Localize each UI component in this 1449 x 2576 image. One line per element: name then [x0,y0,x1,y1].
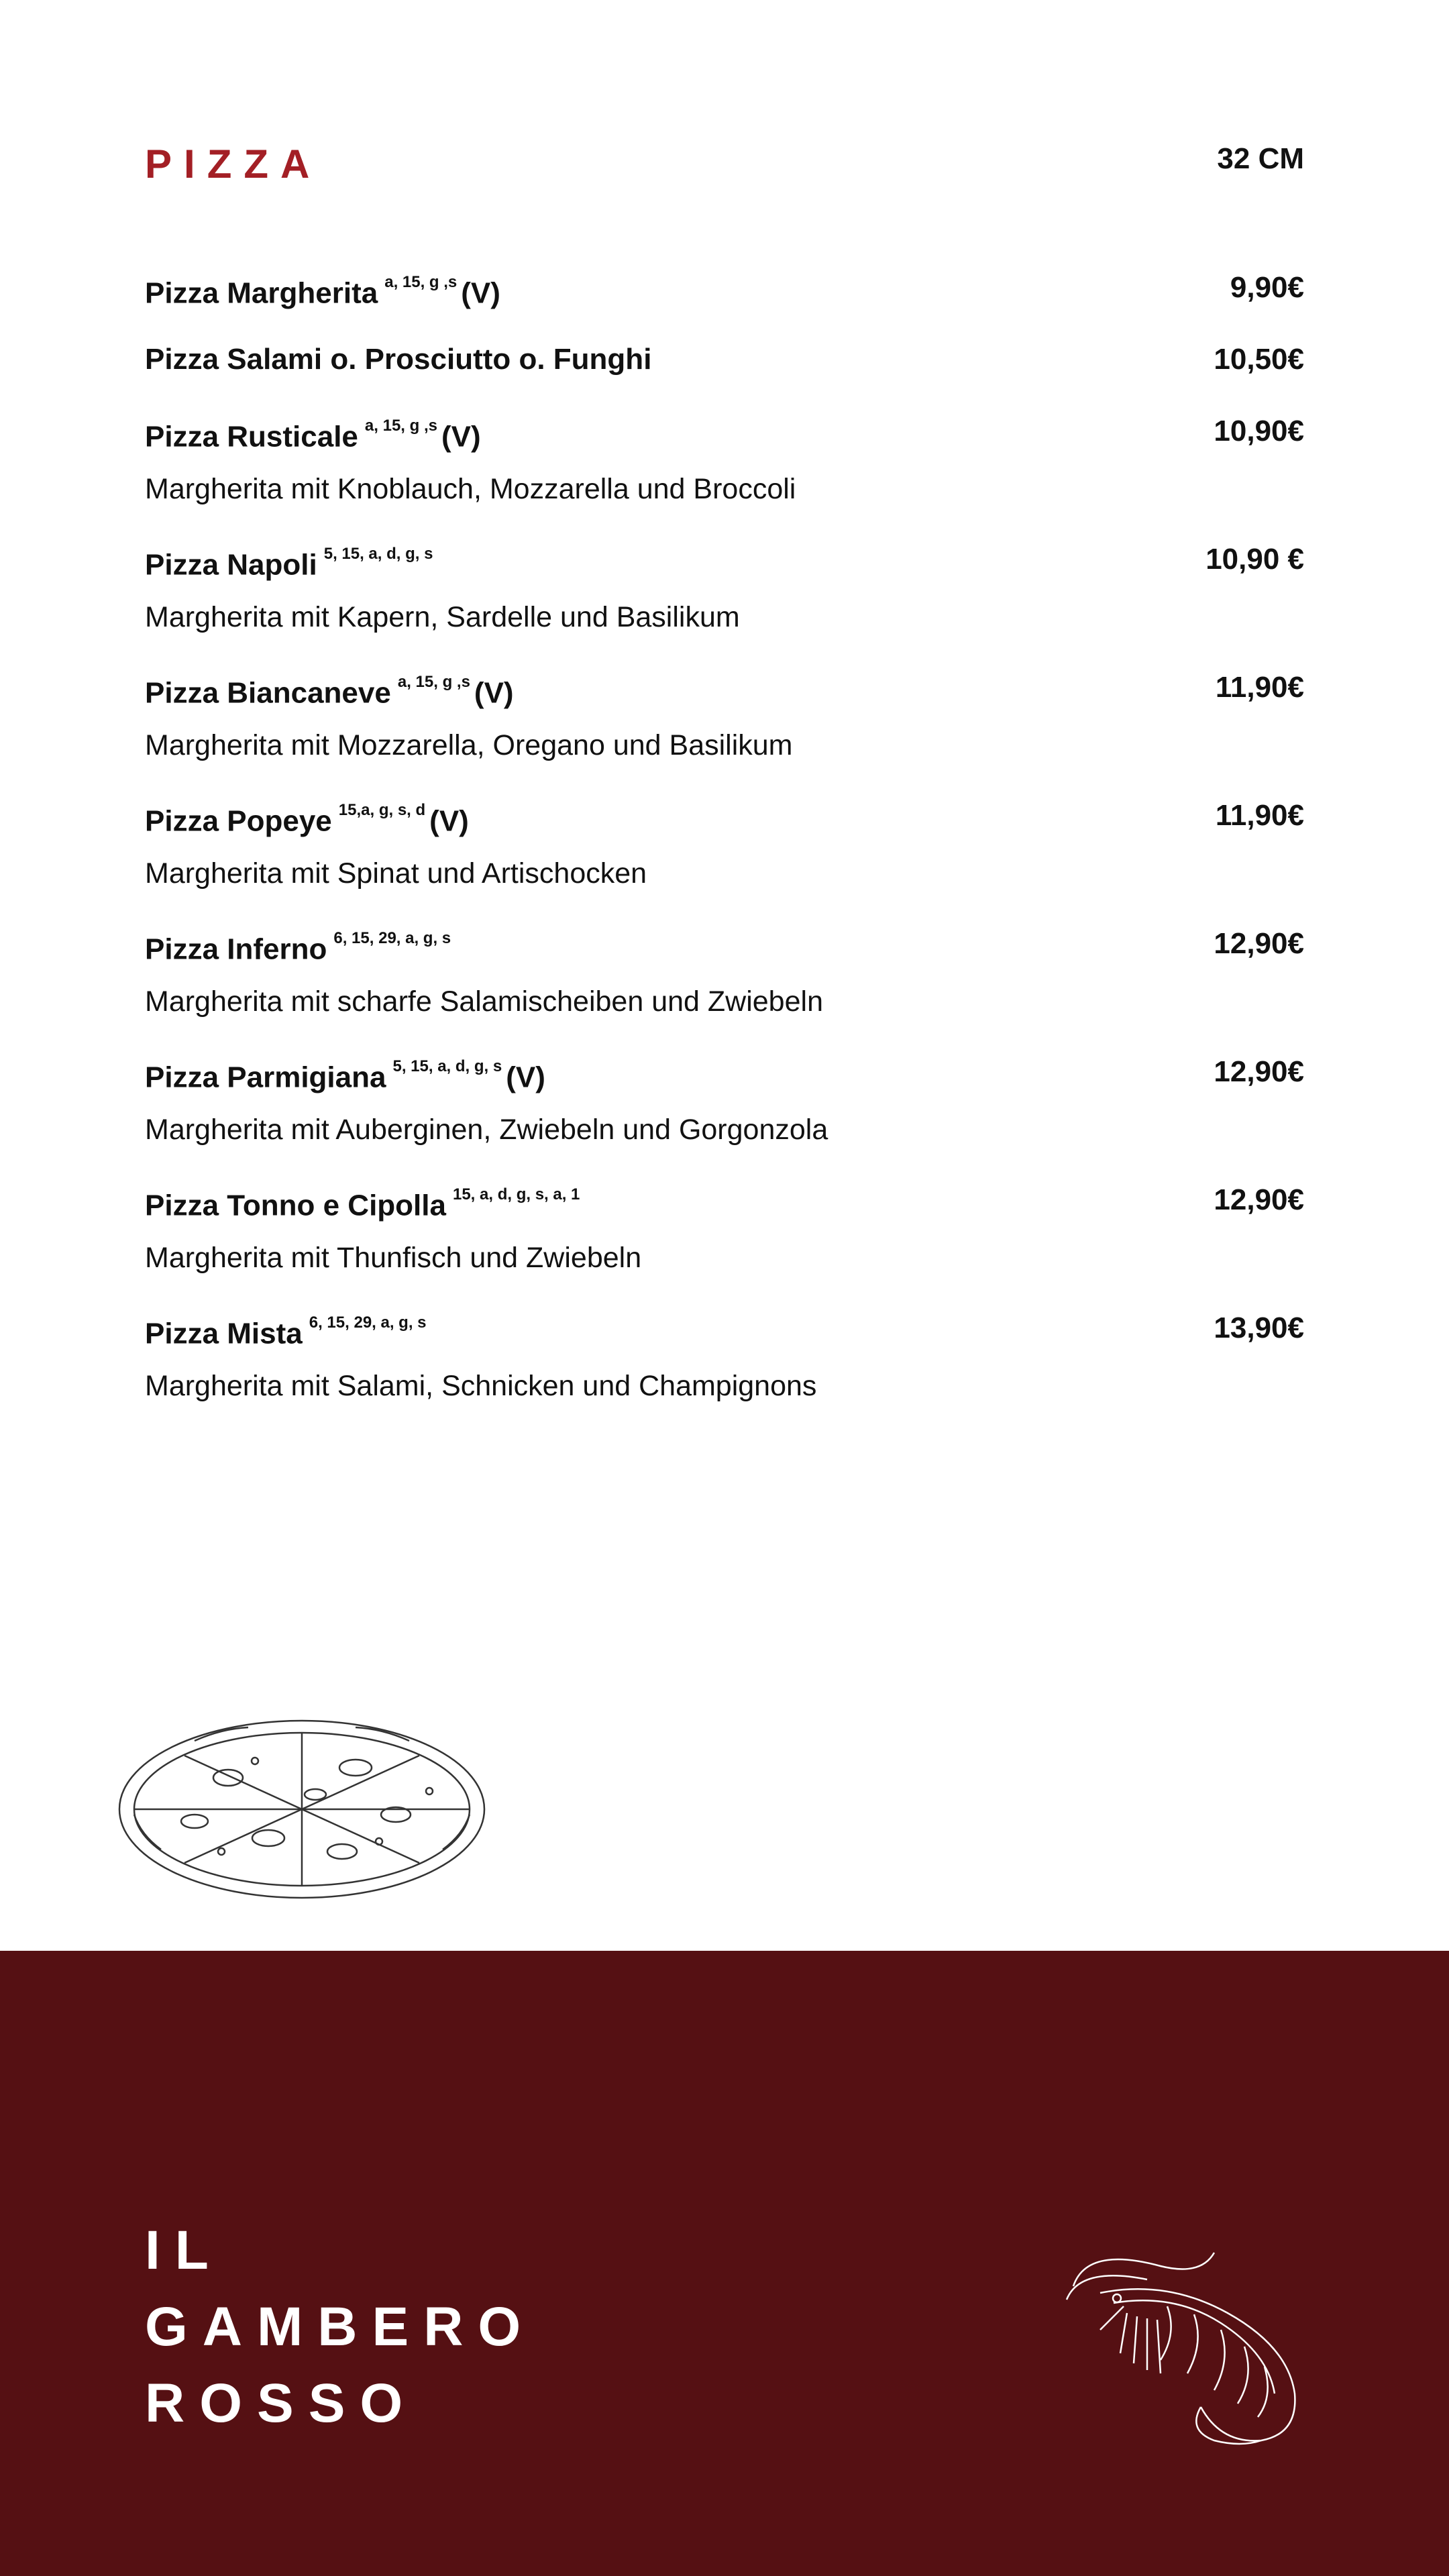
menu-item [145,1174,1304,1302]
menu-item-title [145,1302,431,1360]
menu-item-price: 12,90€ [1214,1183,1304,1216]
allergen-codes: 15,a, g, s, d [338,801,426,819]
menu-item [145,533,1304,661]
vegetarian-marker: (V) [506,1061,545,1094]
menu-item-description: Margherita mit Auberginen, Zwiebeln und Gorgonzola [145,1114,828,1146]
allergen-codes: 15, a, d, g, s, a, 1 [452,1185,580,1203]
allergen-codes: a, 15, g ,s [397,673,470,691]
pizza-illustration-icon [114,1714,490,1905]
menu-item-price: 12,90€ [1214,927,1304,960]
menu-item-price: 13,90€ [1214,1311,1304,1344]
vegetarian-marker: (V) [474,676,514,710]
menu-item-title [145,405,481,464]
menu-item-name: Pizza Napoli [145,548,317,582]
menu-item-name: Pizza Rusticale [145,420,358,453]
menu-item-title [145,918,455,976]
allergen-codes: 6, 15, 29, a, g, s [333,929,451,947]
menu-list [145,262,1304,1430]
menu-item-title [145,533,437,592]
menu-item-price: 10,90 € [1205,543,1304,576]
menu-item-name: Pizza Tonno e Cipolla [145,1189,446,1222]
menu-item-price: 10,90€ [1214,415,1304,447]
menu-item-title [145,1174,584,1232]
menu-item-price: 11,90€ [1215,799,1304,832]
brand-line: GAMBERO [145,2296,536,2357]
menu-item [145,918,1304,1046]
menu-item-description: Margherita mit Mozzarella, Oregano und Basilikum [145,729,793,761]
brand-name [145,2212,535,2442]
menu-item-title [145,661,514,720]
brand-line: IL [145,2220,223,2281]
menu-item-price: 9,90€ [1230,271,1304,304]
menu-item-description: Margherita mit Kapern, Sardelle und Basilikum [145,601,740,633]
size-label: 32 CM [1217,142,1304,175]
vegetarian-marker: (V) [429,804,469,838]
allergen-codes: a, 15, g ,s [384,273,458,291]
menu-item [145,1302,1304,1430]
menu-item-name: Pizza Mista [145,1317,303,1350]
menu-item-name: Pizza Parmigiana [145,1061,386,1094]
allergen-codes: 5, 15, a, d, g, s [392,1057,502,1075]
menu-item-price: 11,90€ [1215,671,1304,704]
menu-item [145,405,1304,533]
vegetarian-marker: (V) [441,420,481,453]
menu-item-name: Pizza Popeye [145,804,332,838]
menu-item-description: Margherita mit Thunfisch und Zwiebeln [145,1242,642,1274]
allergen-codes: 5, 15, a, d, g, s [323,545,433,563]
menu-item [145,661,1304,790]
menu-item [145,333,1304,405]
menu-item-description: Margherita mit Spinat und Artischocken [145,857,647,890]
menu-item [145,1046,1304,1174]
menu-item-description: Margherita mit Knoblauch, Mozzarella und Broccoli [145,473,796,505]
section-title: PIZZA [145,142,322,186]
menu-item-name: Pizza Inferno [145,932,327,966]
brand-line: ROSSO [145,2373,418,2434]
allergen-codes: 6, 15, 29, a, g, s [309,1313,427,1332]
menu-item-title [145,333,651,386]
menu-item-price: 12,90€ [1214,1055,1304,1088]
menu-item-name: Pizza Salami o. Prosciutto o. Funghi [145,343,652,376]
menu-item-title [145,1046,545,1104]
menu-item-description: Margherita mit scharfe Salamischeiben und Zwiebeln [145,985,823,1018]
shrimp-illustration-icon [1060,2239,1315,2454]
menu-item [145,790,1304,918]
allergen-codes: a, 15, g ,s [364,417,437,435]
menu-item-title [145,262,500,320]
vegetarian-marker: (V) [461,276,500,310]
menu-item-description: Margherita mit Salami, Schnicken und Champignons [145,1370,817,1402]
footer-band [0,1951,1449,2576]
menu-item-name: Pizza Margherita [145,276,378,310]
menu-item-title [145,790,469,848]
menu-item-price: 10,50€ [1214,343,1304,376]
menu-item [145,262,1304,333]
menu-item-name: Pizza Biancaneve [145,676,391,710]
